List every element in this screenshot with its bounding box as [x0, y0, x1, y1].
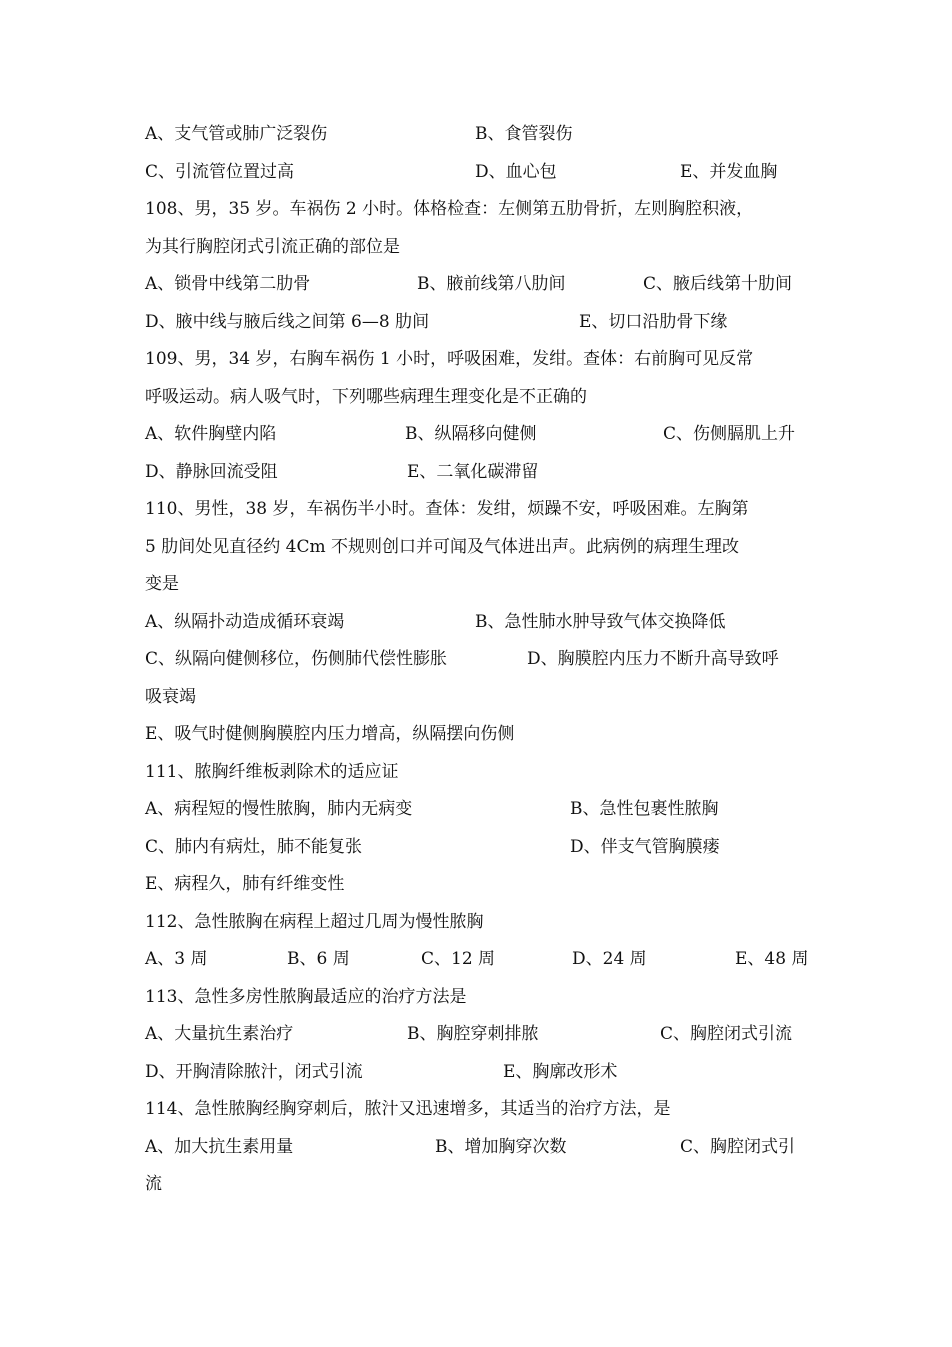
answer-option: D、静脉回流受阻 — [145, 461, 278, 482]
answer-option: D、24 周 — [572, 949, 647, 969]
answer-option: B、食管裂伤 — [475, 124, 573, 144]
answer-option: E、吸气时健侧胸膜腔内压力增高，纵隔摆向伤侧 — [145, 724, 515, 744]
answer-option: C、引流管位置过高 — [145, 161, 295, 182]
answer-option: E、48 周 — [735, 949, 809, 969]
question-text: 呼吸运动。病人吸气时，下列哪些病理生理变化是不正确的 — [145, 386, 587, 407]
text-line — [145, 566, 815, 604]
answer-option: E、切口沿肋骨下缘 — [579, 311, 728, 332]
text-line — [145, 416, 815, 454]
text-line — [145, 1016, 815, 1054]
text-line — [145, 341, 815, 379]
answer-option: 流 — [145, 1174, 162, 1194]
text-line — [145, 716, 815, 754]
question-text: 114、急性脓胸经胸穿刺后，脓汁又迅速增多，其适当的治疗方法，是 — [145, 1099, 671, 1119]
answer-option: D、腋中线与腋后线之间第 6—8 肋间 — [145, 311, 430, 332]
answer-option: A、大量抗生素治疗 — [145, 1024, 294, 1044]
answer-option: C、肺内有病灶，肺不能复张 — [145, 836, 363, 857]
text-line — [145, 379, 815, 417]
answer-option: A、支气管或肺广泛裂伤 — [145, 124, 328, 144]
answer-option: D、胸膜腔内压力不断升高导致呼 — [527, 649, 779, 669]
text-line — [145, 866, 815, 904]
answer-option: E、胸廓改形术 — [503, 1061, 618, 1082]
answer-option: E、并发血胸 — [680, 161, 778, 182]
answer-option: B、腋前线第八肋间 — [417, 274, 566, 294]
answer-option: 吸衰竭 — [145, 686, 196, 707]
answer-option: A、病程短的慢性脓胸，肺内无病变 — [145, 799, 413, 819]
answer-option: C、胸腔闭式引 — [680, 1136, 796, 1157]
question-text: 108、男，35 岁。车祸伤 2 小时。体格检查：左侧第五肋骨折，左则胸腔积液， — [145, 199, 754, 219]
text-line — [145, 1166, 815, 1204]
answer-option: C、纵隔向健侧移位，伤侧肺代偿性膨胀 — [145, 649, 448, 669]
answer-option: C、胸腔闭式引流 — [660, 1024, 793, 1044]
text-line — [145, 754, 815, 792]
answer-option: B、纵隔移向健侧 — [405, 424, 537, 444]
answer-option: D、伴支气管胸膜瘘 — [570, 836, 720, 857]
text-line — [145, 266, 815, 304]
text-line — [145, 979, 815, 1017]
text-line — [145, 641, 815, 679]
answer-option: A、加大抗生素用量 — [145, 1136, 294, 1157]
question-text: 110、男性，38 岁，车祸伤半小时。查体：发绀，烦躁不安，呼吸困难。左胸第 — [145, 499, 749, 519]
text-line — [145, 529, 815, 567]
question-text: 109、男，34 岁，右胸车祸伤 1 小时，呼吸困难，发绀。查体：右前胸可见反常 — [145, 349, 754, 369]
text-line — [145, 829, 815, 867]
text-line — [145, 191, 815, 229]
question-text: 112、急性脓胸在病程上超过几周为慢性脓胸 — [145, 911, 484, 932]
answer-option: D、血心包 — [475, 161, 557, 182]
answer-option: B、6 周 — [287, 949, 350, 969]
text-line — [145, 1091, 815, 1129]
answer-option: B、胸腔穿刺排脓 — [407, 1024, 539, 1044]
question-text: 变是 — [145, 574, 179, 594]
answer-option: A、软件胸壁内陷 — [145, 424, 277, 444]
answer-option: C、伤侧膈肌上升 — [663, 424, 796, 444]
text-line — [145, 679, 815, 717]
text-line — [145, 304, 815, 342]
text-line — [145, 454, 815, 492]
text-line — [145, 491, 815, 529]
text-line — [145, 791, 815, 829]
answer-option: C、腋后线第十肋间 — [643, 274, 793, 294]
text-line — [145, 154, 815, 192]
question-text: 5 肋间处见直径约 4Cm 不规则创口并可闻及气体进出声。此病例的病理生理改 — [145, 536, 739, 557]
answer-option: B、急性肺水肿导致气体交换降低 — [475, 611, 726, 632]
question-text-block — [145, 116, 815, 1204]
question-text: 为其行胸腔闭式引流正确的部位是 — [145, 236, 400, 257]
text-line — [145, 604, 815, 642]
question-text: 111、脓胸纤维板剥除术的适应证 — [145, 761, 399, 782]
answer-option: C、12 周 — [421, 949, 496, 969]
answer-option: A、锁骨中线第二肋骨 — [145, 274, 311, 294]
text-line — [145, 904, 815, 942]
answer-option: B、增加胸穿次数 — [435, 1136, 567, 1157]
text-line — [145, 229, 815, 267]
answer-option: A、3 周 — [145, 949, 208, 969]
answer-option: E、病程久，肺有纤维变性 — [145, 874, 345, 894]
question-text: 113、急性多房性脓胸最适应的治疗方法是 — [145, 986, 467, 1007]
answer-option: A、纵隔扑动造成循环衰竭 — [145, 611, 345, 632]
answer-option: D、开胸清除脓汁，闭式引流 — [145, 1061, 363, 1082]
answer-option: E、二氧化碳滞留 — [407, 461, 539, 482]
text-line — [145, 116, 815, 154]
text-line — [145, 941, 815, 979]
text-line — [145, 1054, 815, 1092]
text-line — [145, 1129, 815, 1167]
answer-option: B、急性包裹性脓胸 — [570, 799, 719, 819]
